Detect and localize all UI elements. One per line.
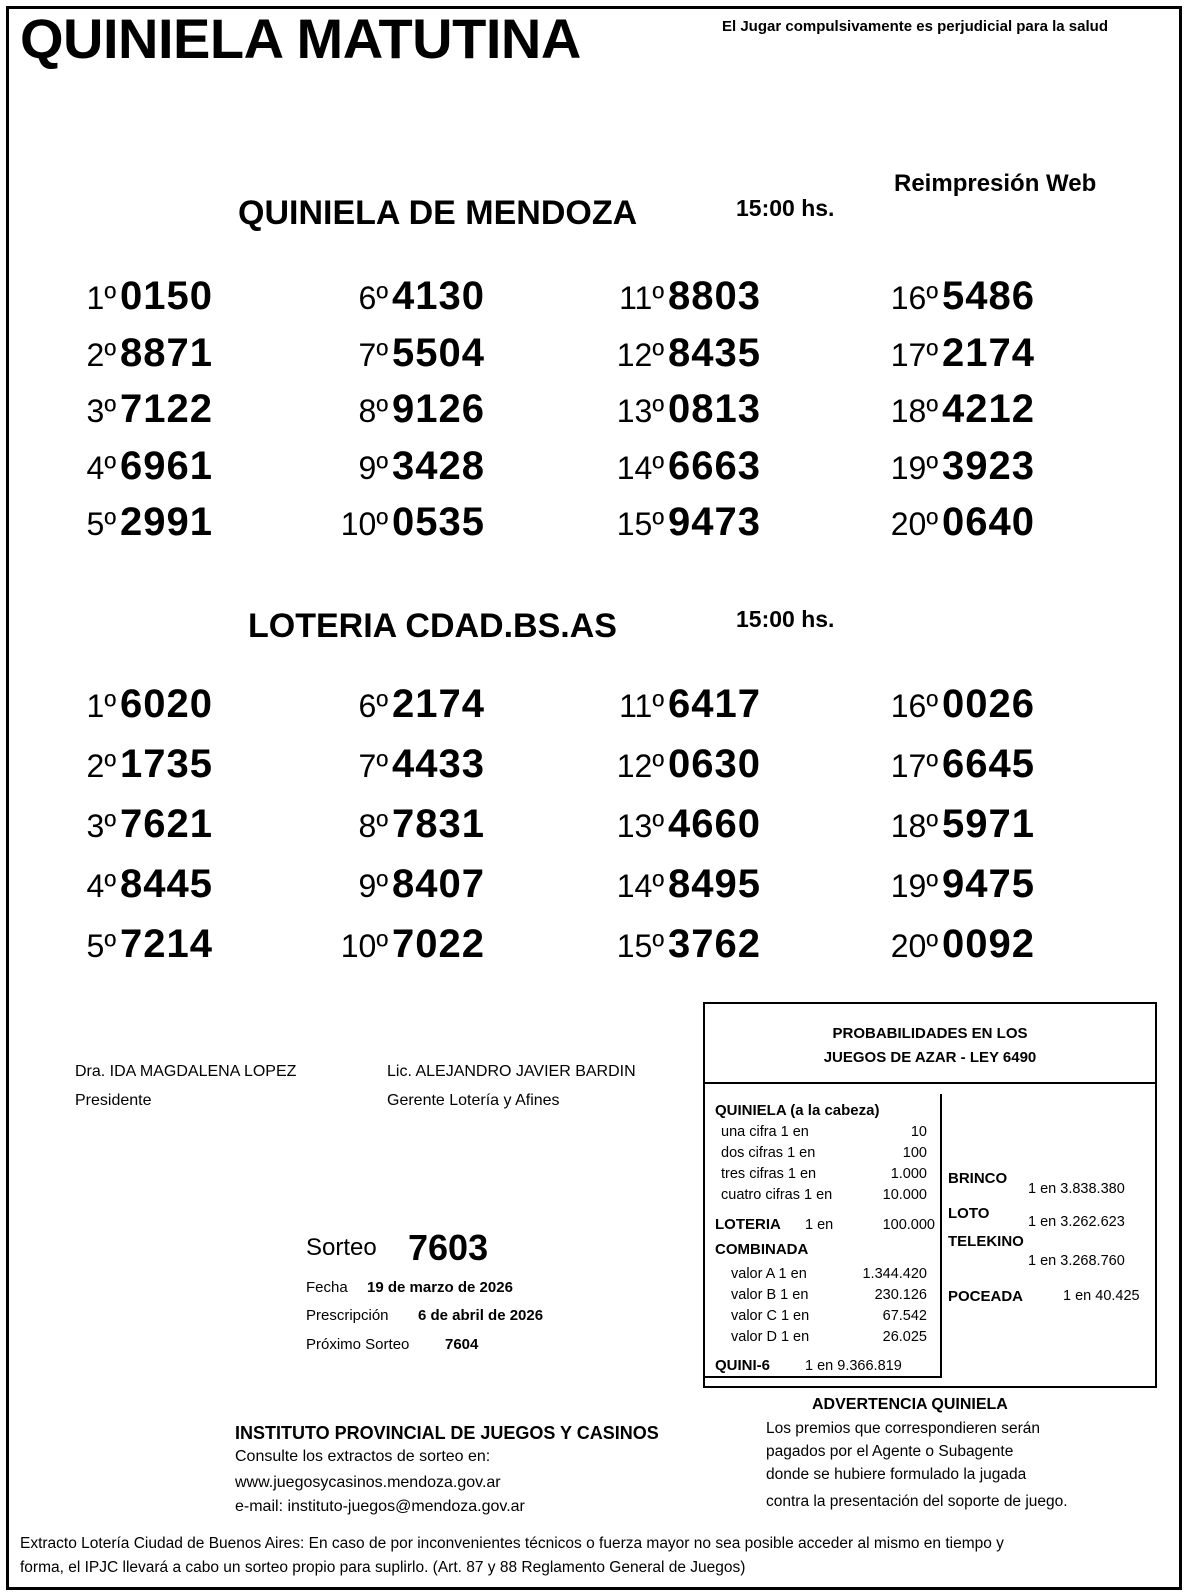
- result-number: 7831: [392, 802, 485, 846]
- result-position: 19º: [890, 449, 938, 486]
- result-number: 8803: [668, 274, 761, 318]
- result-position: 15º: [616, 506, 664, 542]
- institute-consult-text: Consulte los extractos de sorteo en:: [235, 1448, 491, 1465]
- odds-value: 1.000: [890, 1166, 927, 1182]
- signature-left-name: Dra. IDA MAGDALENA LOPEZ: [75, 1063, 297, 1080]
- result-number: 0640: [942, 500, 1035, 544]
- odds-value: 26.025: [882, 1329, 927, 1345]
- quiniela-odds-title: QUINIELA (a la cabeza): [715, 1102, 880, 1119]
- result-row: [0, 802, 240, 858]
- result-position: 14º: [616, 868, 664, 904]
- loteria-odds-value: 100.000: [882, 1217, 935, 1233]
- result-position: 16º: [890, 688, 938, 724]
- result-number: 0150: [120, 274, 213, 318]
- draw-expiry-label: Prescripción: [306, 1307, 389, 1324]
- result-number: 2174: [392, 682, 485, 726]
- result-position: 17º: [890, 748, 938, 784]
- odds-value: 10.000: [882, 1187, 927, 1203]
- probabilities-box: [703, 1002, 1157, 1388]
- probabilities-divider: [940, 1094, 942, 1376]
- poceada-odds-label: POCEADA: [948, 1288, 1024, 1305]
- institute-name: INSTITUTO PROVINCIAL DE JUEGOS Y CASINOS: [235, 1423, 659, 1443]
- probabilities-title-line1: PROBABILIDADES EN LOS: [832, 1025, 1028, 1042]
- result-position: 5º: [86, 928, 116, 964]
- probabilities-inner-border: [705, 1376, 942, 1378]
- result-position: 9º: [358, 868, 388, 904]
- result-position: 10º: [340, 928, 388, 964]
- next-draw-label: Próximo Sorteo: [306, 1336, 410, 1353]
- result-row: [272, 500, 512, 556]
- result-number: 5971: [942, 802, 1035, 846]
- result-position: 9º: [358, 449, 388, 486]
- result-number: 6417: [668, 682, 761, 726]
- loto-odds-label: LOTO: [948, 1205, 990, 1222]
- result-row: [548, 274, 788, 330]
- result-number: 0630: [668, 742, 761, 786]
- result-position: 11º: [619, 280, 664, 316]
- result-number: 8435: [668, 330, 761, 375]
- result-row: [822, 387, 1062, 443]
- result-row: [0, 922, 240, 978]
- result-row: [548, 742, 788, 798]
- institute-email-link[interactable]: e-mail: instituto-juegos@mendoza.gov.ar: [235, 1498, 525, 1515]
- result-row: [272, 922, 512, 978]
- draw-date-label: Fecha: [306, 1279, 348, 1296]
- result-row: [0, 862, 240, 918]
- probabilities-header: [705, 1004, 1155, 1084]
- result-position: 1º: [86, 280, 116, 316]
- result-position: 7º: [358, 336, 388, 373]
- result-row: [548, 682, 788, 738]
- bsas-title: LOTERIA CDAD.BS.AS: [248, 607, 617, 645]
- signature-left-role: Presidente: [75, 1092, 152, 1109]
- result-position: 10º: [340, 506, 388, 542]
- poceada-odds-value: 1 en 40.425: [1063, 1288, 1140, 1304]
- odds-value: 67.542: [882, 1308, 927, 1324]
- quini6-odds-label: QUINI-6: [715, 1357, 771, 1374]
- result-number: 0026: [942, 682, 1035, 726]
- result-row: [548, 444, 788, 500]
- result-position: 8º: [358, 808, 388, 844]
- result-row: [822, 500, 1062, 556]
- result-position: 3º: [86, 393, 116, 429]
- result-number: 5504: [392, 330, 485, 375]
- result-number: 2991: [120, 500, 213, 544]
- result-number: 4660: [668, 802, 761, 846]
- result-position: 4º: [86, 449, 116, 486]
- probabilities-title-line2: JUEGOS DE AZAR - LEY 6490: [823, 1049, 1037, 1066]
- result-position: 15º: [616, 928, 664, 964]
- draw-date: 19 de marzo de 2026: [367, 1279, 513, 1296]
- result-number: 8445: [120, 862, 213, 906]
- result-number: 6645: [942, 742, 1035, 786]
- result-number: 2174: [942, 330, 1035, 375]
- advertencia-line1: Los premios que correspondieren serán: [766, 1420, 1040, 1437]
- result-position: 5º: [86, 506, 116, 542]
- odds-value: 100: [902, 1145, 927, 1161]
- odds-label: valor D 1 en: [731, 1329, 810, 1345]
- loteria-odds-label: LOTERIA: [715, 1216, 781, 1233]
- result-row: [548, 922, 788, 978]
- result-position: 11º: [619, 688, 664, 724]
- result-number: 6663: [668, 443, 761, 488]
- result-number: 0535: [392, 500, 485, 544]
- result-position: 4º: [86, 868, 116, 904]
- result-number: 7214: [120, 922, 213, 966]
- result-position: 6º: [358, 280, 388, 316]
- result-number: 3428: [392, 443, 485, 488]
- result-number: 1735: [120, 742, 213, 786]
- result-row: [0, 444, 240, 500]
- result-position: 7º: [358, 748, 388, 784]
- advertencia-line4: contra la presentación del soporte de juego.: [766, 1493, 1068, 1510]
- result-number: 3762: [668, 922, 761, 966]
- draw-expiry: 6 de abril de 2026: [418, 1307, 544, 1324]
- result-number: 8407: [392, 862, 485, 906]
- odds-value: 1.344.420: [862, 1266, 927, 1282]
- result-row: [822, 444, 1062, 500]
- odds-label: valor C 1 en: [731, 1308, 810, 1324]
- result-number: 7022: [392, 922, 485, 966]
- result-row: [548, 331, 788, 387]
- result-position: 12º: [616, 336, 664, 373]
- odds-label: dos cifras 1 en: [721, 1145, 816, 1161]
- result-position: 2º: [86, 336, 116, 373]
- telekino-odds-value: 1 en 3.268.760: [1028, 1253, 1125, 1269]
- odds-value: 10: [910, 1124, 927, 1140]
- result-row: [272, 444, 512, 500]
- result-number: 5486: [942, 274, 1035, 318]
- telekino-odds-label: TELEKINO: [948, 1233, 1024, 1250]
- result-row: [548, 500, 788, 556]
- result-number: 9126: [392, 387, 485, 431]
- advertencia-line2: pagados por el Agente o Subagente: [766, 1443, 1014, 1460]
- result-row: [272, 802, 512, 858]
- result-row: [272, 274, 512, 330]
- result-row: [0, 387, 240, 443]
- result-row: [0, 274, 240, 330]
- result-number: 8871: [120, 330, 213, 375]
- combinada-odds-title: COMBINADA: [715, 1241, 809, 1258]
- result-row: [0, 682, 240, 738]
- result-position: 6º: [358, 688, 388, 724]
- result-row: [548, 862, 788, 918]
- advertencia-title: ADVERTENCIA QUINIELA: [812, 1396, 1008, 1413]
- loto-odds-value: 1 en 3.262.623: [1028, 1214, 1125, 1230]
- result-number: 9473: [668, 500, 761, 544]
- odds-label: cuatro cifras 1 en: [721, 1187, 833, 1203]
- odds-label: valor A 1 en: [731, 1266, 807, 1282]
- result-row: [0, 331, 240, 387]
- result-number: 8495: [668, 862, 761, 906]
- brinco-odds-value: 1 en 3.838.380: [1028, 1181, 1125, 1197]
- result-row: [822, 682, 1062, 738]
- result-row: [822, 862, 1062, 918]
- result-row: [548, 387, 788, 443]
- footer-line2: forma, el IPJC llevará a cabo un sorteo propio para suplirlo. (Art. 87 y 88 Reglamento General de Juegos): [20, 1559, 746, 1576]
- result-position: 20º: [890, 506, 938, 542]
- institute-website-link[interactable]: www.juegosycasinos.mendoza.gov.ar: [235, 1474, 501, 1491]
- draw-number: 7603: [408, 1227, 489, 1268]
- odds-value: 230.126: [874, 1287, 927, 1303]
- odds-label: tres cifras 1 en: [721, 1166, 817, 1182]
- mendoza-time: 15:00 hs.: [736, 195, 835, 221]
- result-row: [0, 742, 240, 798]
- footer-line1: Extracto Lotería Ciudad de Buenos Aires: En caso de por inconvenientes técnicos o fuerza mayor no sea posible acceder al mismo en tiempo y: [20, 1535, 1004, 1552]
- result-row: [822, 802, 1062, 858]
- result-row: [822, 274, 1062, 330]
- result-row: [272, 862, 512, 918]
- result-number: 6020: [120, 682, 213, 726]
- result-position: 14º: [616, 449, 664, 486]
- result-number: 0813: [668, 387, 761, 431]
- result-row: [272, 742, 512, 798]
- result-row: [0, 500, 240, 556]
- result-row: [822, 331, 1062, 387]
- result-position: 3º: [86, 808, 116, 844]
- odds-label: valor B 1 en: [731, 1287, 809, 1303]
- result-row: [272, 331, 512, 387]
- result-row: [272, 682, 512, 738]
- result-position: 2º: [86, 748, 116, 784]
- result-position: 20º: [890, 928, 938, 964]
- result-position: 18º: [890, 393, 938, 429]
- result-number: 9475: [942, 862, 1035, 906]
- result-number: 4433: [392, 742, 485, 786]
- next-draw-number: 7604: [445, 1336, 479, 1353]
- brinco-odds-label: BRINCO: [948, 1170, 1008, 1187]
- quini6-odds-value: 1 en 9.366.819: [805, 1358, 902, 1374]
- loteria-odds-prefix: 1 en: [805, 1217, 834, 1233]
- result-position: 12º: [616, 748, 664, 784]
- result-row: [822, 922, 1062, 978]
- result-number: 0092: [942, 922, 1035, 966]
- result-position: 13º: [616, 808, 664, 844]
- result-number: 6961: [120, 443, 213, 488]
- result-number: 7122: [120, 387, 213, 431]
- result-number: 4130: [392, 274, 485, 318]
- page-title: QUINIELA MATUTINA: [20, 7, 581, 70]
- result-number: 3923: [942, 443, 1035, 488]
- result-row: [822, 742, 1062, 798]
- health-warning: El Jugar compulsivamente es perjudicial para la salud: [722, 18, 1108, 35]
- result-row: [272, 387, 512, 443]
- result-number: 4212: [942, 387, 1035, 431]
- mendoza-title: QUINIELA DE MENDOZA: [238, 194, 638, 232]
- draw-label: Sorteo: [306, 1234, 377, 1261]
- bsas-time: 15:00 hs.: [736, 606, 835, 632]
- odds-label: una cifra 1 en: [721, 1124, 809, 1140]
- result-row: [548, 802, 788, 858]
- result-position: 16º: [890, 280, 938, 316]
- result-position: 18º: [890, 808, 938, 844]
- result-position: 19º: [890, 868, 938, 904]
- advertencia-line3: donde se hubiere formulado la jugada: [766, 1466, 1027, 1483]
- result-position: 8º: [358, 393, 388, 429]
- reprint-label: Reimpresión Web: [894, 170, 1097, 197]
- result-position: 1º: [86, 688, 116, 724]
- signature-right-name: Lic. ALEJANDRO JAVIER BARDIN: [387, 1063, 636, 1080]
- signature-right-role: Gerente Lotería y Afines: [387, 1092, 560, 1109]
- result-position: 13º: [616, 393, 664, 429]
- result-number: 7621: [120, 802, 213, 846]
- result-position: 17º: [890, 336, 938, 373]
